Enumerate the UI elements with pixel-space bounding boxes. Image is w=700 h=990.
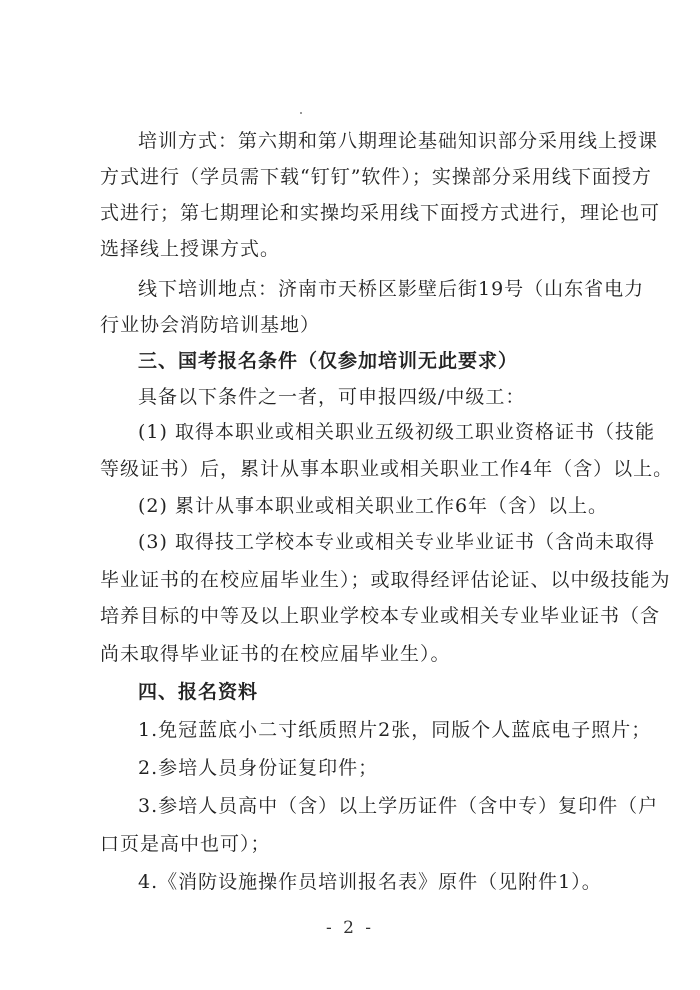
condition-1-line-2: 等级证书）后，累计从事本职业或相关职业工作4年（含）以上。 [100,458,674,480]
condition-3-line-2: 毕业证书的在校应届毕业生）；或取得经评估论证、以中级技能为 [100,569,671,591]
section-heading-exam-conditions: 三、国考报名条件（仅参加培训无此要求） [138,350,519,372]
material-4: 4.《消防设施操作员培训报名表》原件（见附件1）。 [138,871,602,893]
condition-3-line-4: 尚未取得毕业证书的在校应届毕业生）。 [100,643,451,665]
condition-3-line-1: (3) 取得技工学校本专业或相关专业毕业证书（含尚未取得 [138,531,655,553]
condition-2: (2) 累计从事本职业或相关职业工作6年（含）以上。 [138,495,609,517]
page-number: - 2 - [325,918,375,938]
material-2: 2.参培人员身份证复印件； [138,757,379,779]
training-mode-line-4: 选择线上授课方式。 [100,238,281,260]
scan-dot [300,112,302,114]
training-mode-line-3: 式进行；第七期理论和实操均采用线下面授方式进行，理论也可 [100,202,661,224]
section-heading-materials: 四、报名资料 [138,681,259,703]
training-mode-line-1: 培训方式：第六期和第八期理论基础知识部分采用线上授课 [138,130,659,152]
condition-3-line-3: 培养目标的中等及以上职业学校本专业或相关专业毕业证书（含 [100,605,661,627]
material-3-line-2: 口页是高中也可）； [100,833,271,855]
condition-1-line-1: (1) 取得本职业或相关职业五级初级工职业资格证书（技能 [138,421,655,443]
training-location-line-1: 线下培训地点：济南市天桥区影壁后街19号（山东省电力 [138,278,645,300]
training-mode-line-2: 方式进行（学员需下载“钉钉”软件）；实操部分采用线下面授方 [100,166,652,188]
conditions-intro: 具备以下条件之一者，可申报四级/中级工： [138,386,526,408]
material-1: 1.免冠蓝底小二寸纸质照片2张，同版个人蓝底电子照片； [138,719,652,741]
material-3-line-1: 3.参培人员高中（含）以上学历证件（含中专）复印件（户 [138,795,659,817]
training-location-line-2: 行业协会消防培训基地） [100,314,321,336]
